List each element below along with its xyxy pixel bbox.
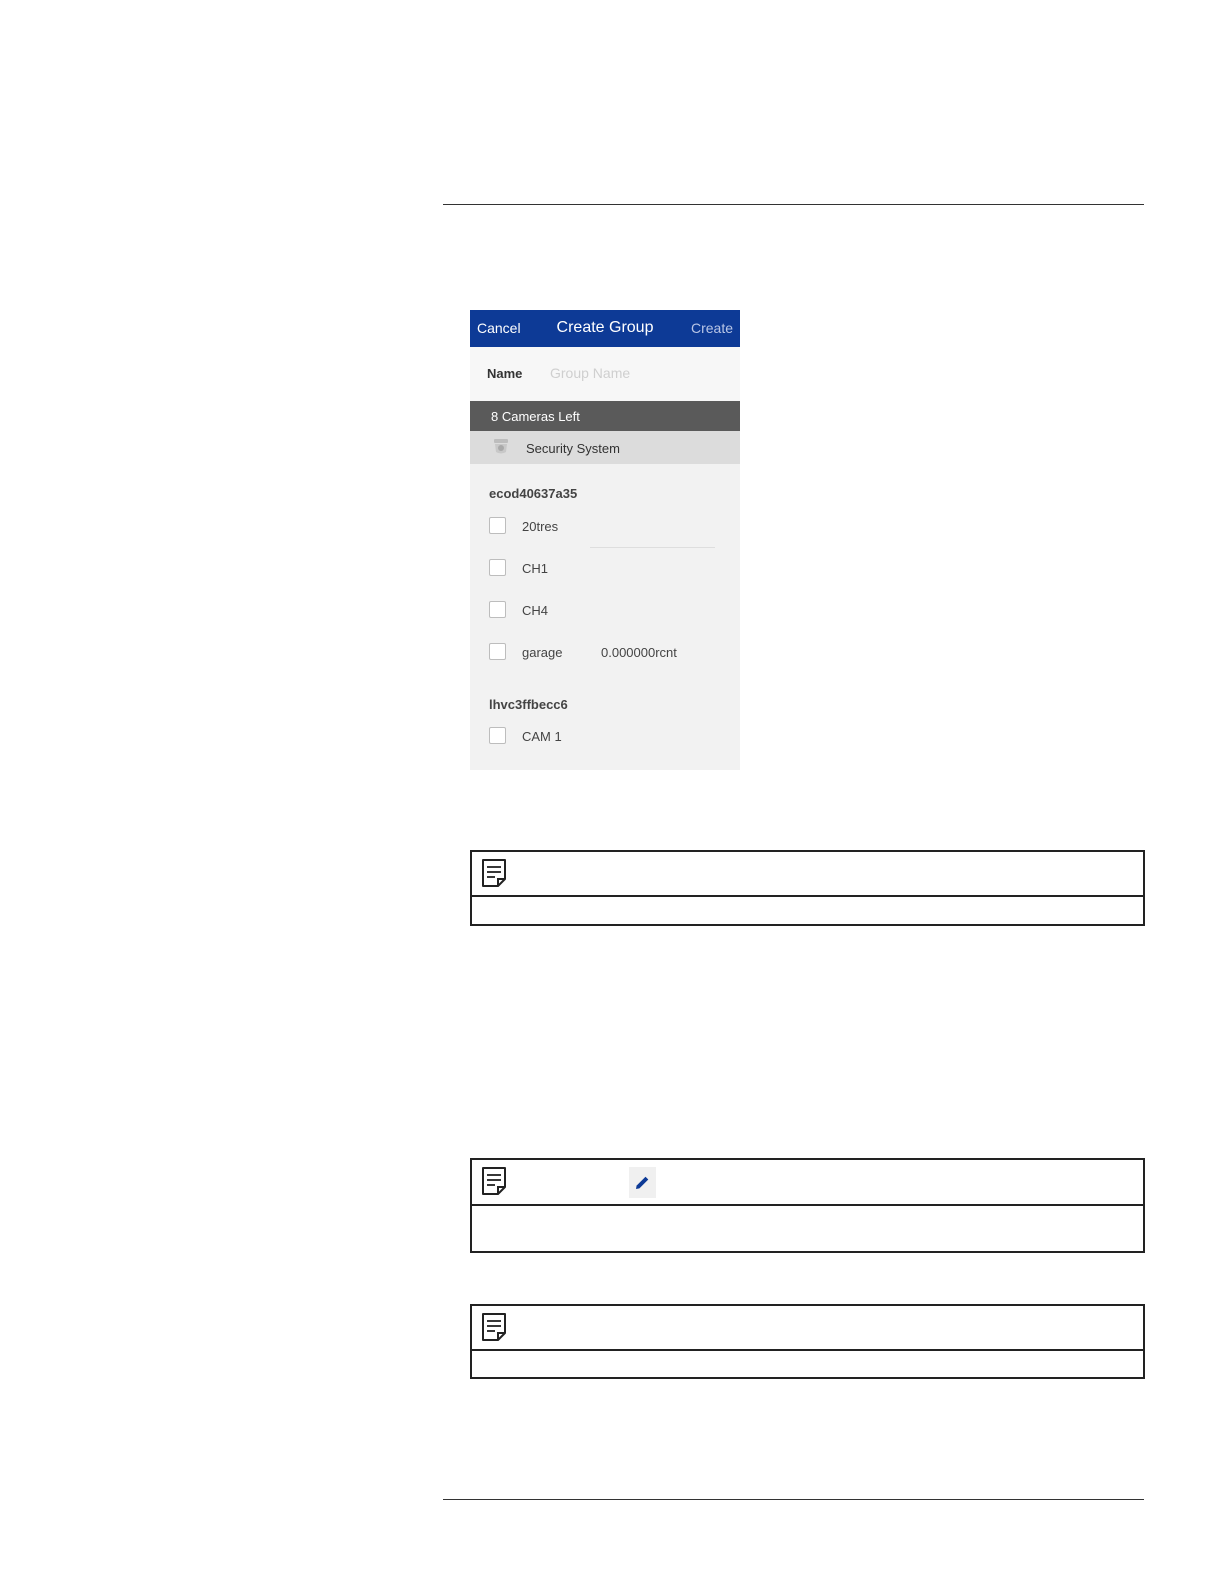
device-label: ecod40637a35 [489,486,578,501]
pencil-icon [635,1175,650,1190]
security-system-row[interactable] [470,431,740,464]
cameras-left-text: 8 Cameras Left [491,409,580,424]
screen-title: Create Group [556,319,654,336]
camera-label: CH4 [522,603,549,618]
create-group-screen [470,310,740,770]
note-header [472,852,1143,897]
camera-label: garage [522,645,563,660]
camera-row[interactable] [470,639,740,669]
camera-row[interactable] [470,513,740,543]
camera-checkbox[interactable] [489,601,506,618]
top-rule [443,204,1144,205]
note-box [470,1304,1145,1379]
group-name-row [470,347,740,401]
camera-checkbox[interactable] [489,727,506,744]
edit-button[interactable] [629,1167,656,1198]
camera-extra-text: 0.000000rcnt [601,645,677,660]
camera-row[interactable] [470,555,740,585]
camera-label: 20tres [522,519,559,534]
camera-checkbox[interactable] [489,643,506,660]
camera-checkbox[interactable] [489,517,506,534]
camera-checkbox[interactable] [489,559,506,576]
cancel-button[interactable]: Cancel [477,320,521,336]
note-box [470,1158,1145,1253]
camera-icon [492,438,510,456]
security-system-label: Security System [526,441,620,456]
note-icon [481,1312,507,1342]
group-name-input[interactable] [548,360,732,386]
navigation-bar [470,310,740,347]
note-header [472,1160,1143,1206]
divider [590,547,715,548]
bottom-rule [443,1499,1144,1500]
note-icon [481,858,507,888]
camera-label: CAM 1 [522,729,562,744]
cameras-left-bar [470,401,740,431]
name-label: Name [487,366,523,381]
note-icon [481,1166,507,1196]
note-header [472,1306,1143,1351]
camera-row[interactable] [470,723,740,753]
device-label: lhvc3ffbecc6 [489,697,568,712]
create-button[interactable]: Create [690,320,733,336]
note-box [470,850,1145,926]
camera-row[interactable] [470,597,740,627]
camera-label: CH1 [522,561,549,576]
